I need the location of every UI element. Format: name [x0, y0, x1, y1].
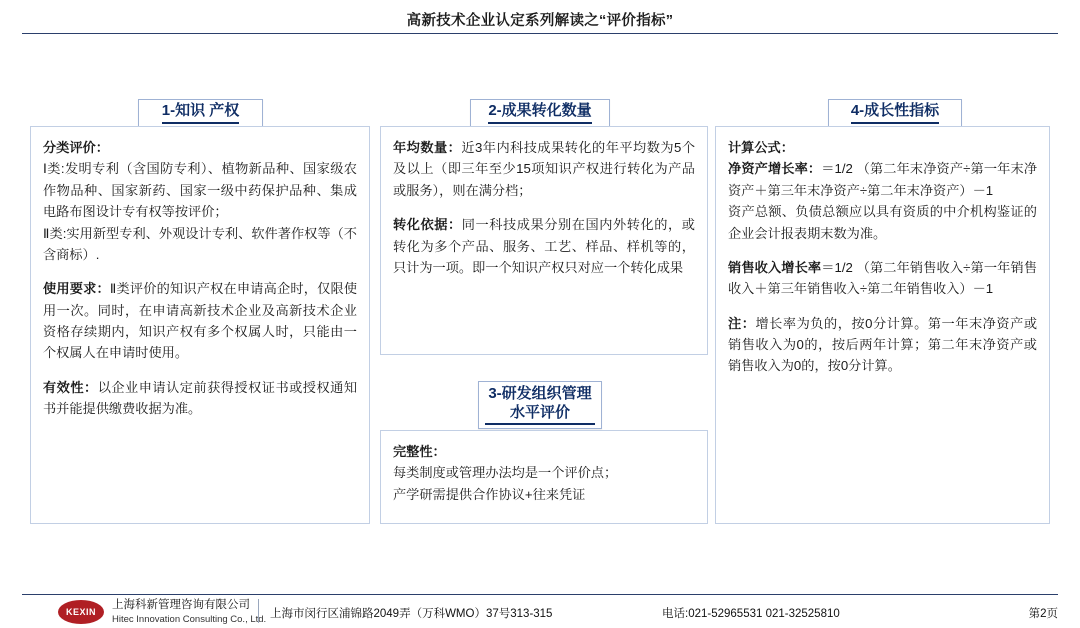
- paragraph-label: 净资产增长率：: [728, 161, 822, 177]
- paragraph-text: 每类制度或管理办法均是一个评价点；: [393, 465, 618, 481]
- paragraph-text: Ⅱ类:实用新型专利、外观设计专利、软件著作权等（不含商标）.: [43, 225, 357, 262]
- paragraph-text: 资产总额、负债总额应以具有资质的中介机构鉴证的企业会计报表期末数为准。: [728, 204, 1037, 241]
- column-title-1: [138, 99, 263, 127]
- paragraph: [43, 278, 357, 364]
- column-title-3-label: 3-研发组织管理水平评价: [485, 385, 595, 426]
- paragraph-label: 转化依据：: [393, 217, 462, 233]
- paragraph: [43, 137, 357, 158]
- spacer: [43, 364, 357, 377]
- paragraph: [728, 257, 1037, 300]
- paragraph: [728, 313, 1037, 377]
- paragraph: [393, 214, 695, 278]
- company-phone: 电话:021-52965531 021-32525810: [662, 608, 840, 620]
- paragraph-text: 增长率为负的，按0分计算。第一年末净资产或销售收入为0的，按后两年计算；第二年末净资产或销售收入为0的，按0分计算。: [728, 315, 1038, 374]
- paragraph-text: 同一科技成果分别在国内外转化的，或转化为多个产品、服务、工艺、样品、样机等的，只计为一项。即一个知识产权只对应一个转化成果: [393, 217, 695, 275]
- spacer: [43, 265, 357, 278]
- slide-header: [0, 0, 1080, 34]
- paragraph-text: 以企业申请认定前获得授权证书或授权通知书并能提供缴费收据为准。: [43, 379, 358, 417]
- paragraph: [728, 201, 1037, 244]
- column-title-3: [478, 381, 602, 429]
- column-title-2-label: 2-成果转化数量: [488, 102, 591, 124]
- column-title-2: [470, 99, 610, 127]
- paragraph-label: 年均数量：: [393, 140, 462, 155]
- footer-vertical-divider: [258, 599, 259, 623]
- paragraph-label: 有效性：: [43, 379, 98, 395]
- paragraph-label: 完整性：: [393, 444, 446, 459]
- paragraph-text: 近3年内科技成果转化的年平均数为5个及以上（即三年至少15项知识产权进行转化为产品或服务），则在满分档；: [393, 140, 696, 198]
- paragraph-text: ＝1/2 （第二年销售收入÷第一年销售收入＋第三年销售收入÷第二年销售收入）－1: [728, 259, 1038, 297]
- paragraph: [43, 158, 357, 222]
- slide-footer: [0, 596, 1080, 628]
- company-address: 上海市闵行区浦锦路2049弄（万科WMO）37号313-315: [270, 608, 553, 620]
- spacer: [728, 300, 1037, 313]
- spacer: [728, 244, 1037, 257]
- paragraph: [43, 223, 357, 266]
- paragraph: [393, 462, 695, 483]
- paragraph-label: 使用要求：: [43, 281, 110, 297]
- content-panel-growth-indicators: [715, 126, 1050, 524]
- paragraph: [393, 484, 695, 505]
- content-panel-intellectual-property: [30, 126, 370, 524]
- company-name: [112, 598, 266, 626]
- column-title-1-label: 1-知识 产权: [162, 102, 240, 124]
- paragraph-label: 注：: [728, 315, 756, 331]
- column-title-4: [828, 99, 962, 127]
- page-number: 第2页: [1028, 608, 1058, 620]
- paragraph: [393, 137, 695, 201]
- paragraph: [43, 377, 357, 420]
- content-panel-rd-management: [380, 430, 708, 524]
- company-name-en: Hitec Innovation Consulting Co., Ltd.: [112, 613, 267, 625]
- paragraph-text: ＝1/2 （第二年末净资产÷第一年末净资产＋第三年末净资产÷第二年末净资产）－1: [728, 161, 1038, 198]
- footer-divider: [22, 594, 1058, 595]
- paragraph-label: 分类评价：: [43, 140, 109, 155]
- paragraph: [728, 158, 1037, 201]
- page-title: 高新技术企业认定系列解读之“评价指标”: [406, 13, 674, 29]
- company-name-cn: 上海科新管理咨询有限公司: [112, 599, 250, 611]
- paragraph: [393, 441, 695, 462]
- paragraph-text: Ⅱ类评价的知识产权在申请高企时，仅限使用一次。同时，在申请高新技术企业及高新技术企业资格存续期内，知识产权有多个权属人时，只能由一个权属人在申请时使用。: [43, 281, 358, 361]
- header-divider: [22, 33, 1058, 34]
- paragraph-label: 计算公式：: [728, 140, 794, 155]
- paragraph-text: 产学研需提供合作协议+往来凭证: [393, 486, 586, 502]
- paragraph: [728, 137, 1037, 158]
- column-title-4-label: 4-成长性指标: [851, 102, 939, 124]
- paragraph-text: Ⅰ类:发明专利（含国防专利）、植物新品种、国家级农作物品种、国家新药、国家一级中药保护品种、集成电路布图设计专有权等按评价；: [43, 161, 357, 220]
- company-logo-icon: KEXIN: [58, 600, 104, 624]
- paragraph-label: 销售收入增长率: [728, 259, 822, 275]
- spacer: [393, 201, 695, 214]
- content-panel-achievement-conversion: [380, 126, 708, 355]
